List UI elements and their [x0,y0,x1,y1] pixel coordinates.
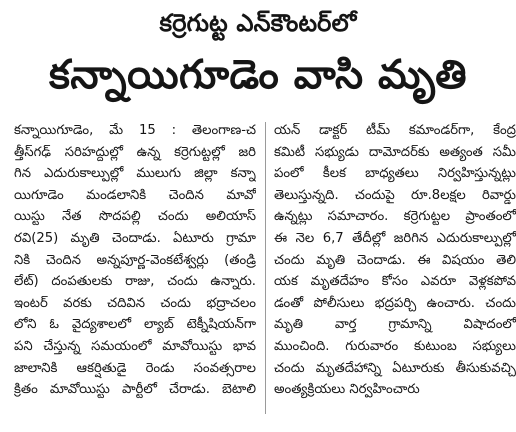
body-line: ఇంటర్‌ వరకు చదివిన చందు భద్రాచలం [14,295,256,311]
article-headline: కన్నాయిగూడెం వాసి మృతి [49,52,467,98]
body-line: చందు మృతి చెందాడు. ఈ విషయం తెలి [274,252,516,268]
body-line: క్రితం మావోయిస్టు పార్టీలో చేరాడు. బెటాలి [14,382,256,398]
body-line: కన్నాయిగూడెం, మే 15 : తెలంగాణ-చ [14,123,256,138]
body-line: అంత్యక్రియలు నిర్వహించారు [274,382,420,398]
body-line: యిస్టు నేత సొదపల్లి చందు అలియాస్‌ [14,209,256,225]
body-line: లేట్‌) దంపతులకు రాజు, చందు ఉన్నారు. [14,274,256,290]
body-line: మృతి వార్త గ్రామాన్ని విషాదంలో [274,317,516,333]
body-line: పని చేస్తున్న సమయంలో మావోయిస్టు భావ [14,338,256,354]
body-line: యన్‌ డాక్టర్‌ టీమ్‌ కమాండర్‌గా, కేంద్ర [274,123,516,138]
body-line: యక మృతదేహం కోసం ఎవరూ వెళ్లకపోవ [274,274,516,290]
body-line: రవి(25) మృతి చెందాడు. ఏటూరు గ్రామా [14,230,256,246]
body-line: లోని ఓ వైద్యశాలలో ల్యాబ్‌ టెక్నీషియన్‌గా [14,317,256,333]
body-line: పంలో కీలక బాధ్యతలు నిర్వహిస్తున్నట్లు [274,166,516,182]
body-line: కమిటీ సభ్యుడు దామోదర్‌కు అత్యంత సమీ [274,144,516,160]
body-line: డంతో పోలీసులు భద్రపర్చి ఉంచారు. చందు [274,295,516,311]
body-line: ఈ నెల 6,7 తేదీల్లో జరిగిన ఎదురుకాల్పుల్లో [274,230,516,246]
column-divider [265,122,266,414]
article-column-left [14,120,256,432]
article-column-right [274,120,516,432]
article-body [14,120,516,432]
body-line: చందు మృతదేహాన్ని ఏటూరుకు తీసుకువచ్చి [274,360,516,376]
body-line: జాలానికి ఆకర్షితుడై రెండు సంవత్సరాల [14,360,256,376]
body-line: గిన ఎదురుకాల్పుల్లో ములుగు జిల్లా కన్నా [14,166,256,182]
body-line: ముంచింది. గురువారం కుటుంబ సభ్యులు [274,338,516,354]
body-line: తెలుస్తున్నది. చందుపై రూ.8లక్షల రివార్డు [274,187,516,203]
article-kicker: కర్రెగుట్ట ఎన్‌కౌంటర్‌లో [159,9,357,37]
body-line: యిగూడెం మండలానికి చెందిన మావో [14,187,256,203]
body-line: ఉన్నట్లు సమాచారం. కర్రెగుట్టల ప్రాంతంలో [274,209,516,225]
body-line: త్తీస్‌గఢ్‌ సరిహద్దుల్లో ఉన్న కర్రెగుట్టల్లో జరి [14,144,256,160]
body-line: నికి చెందిన అన్నపూర్ణ-వెంకటేశ్వర్లు (తండ్రి [14,252,256,268]
